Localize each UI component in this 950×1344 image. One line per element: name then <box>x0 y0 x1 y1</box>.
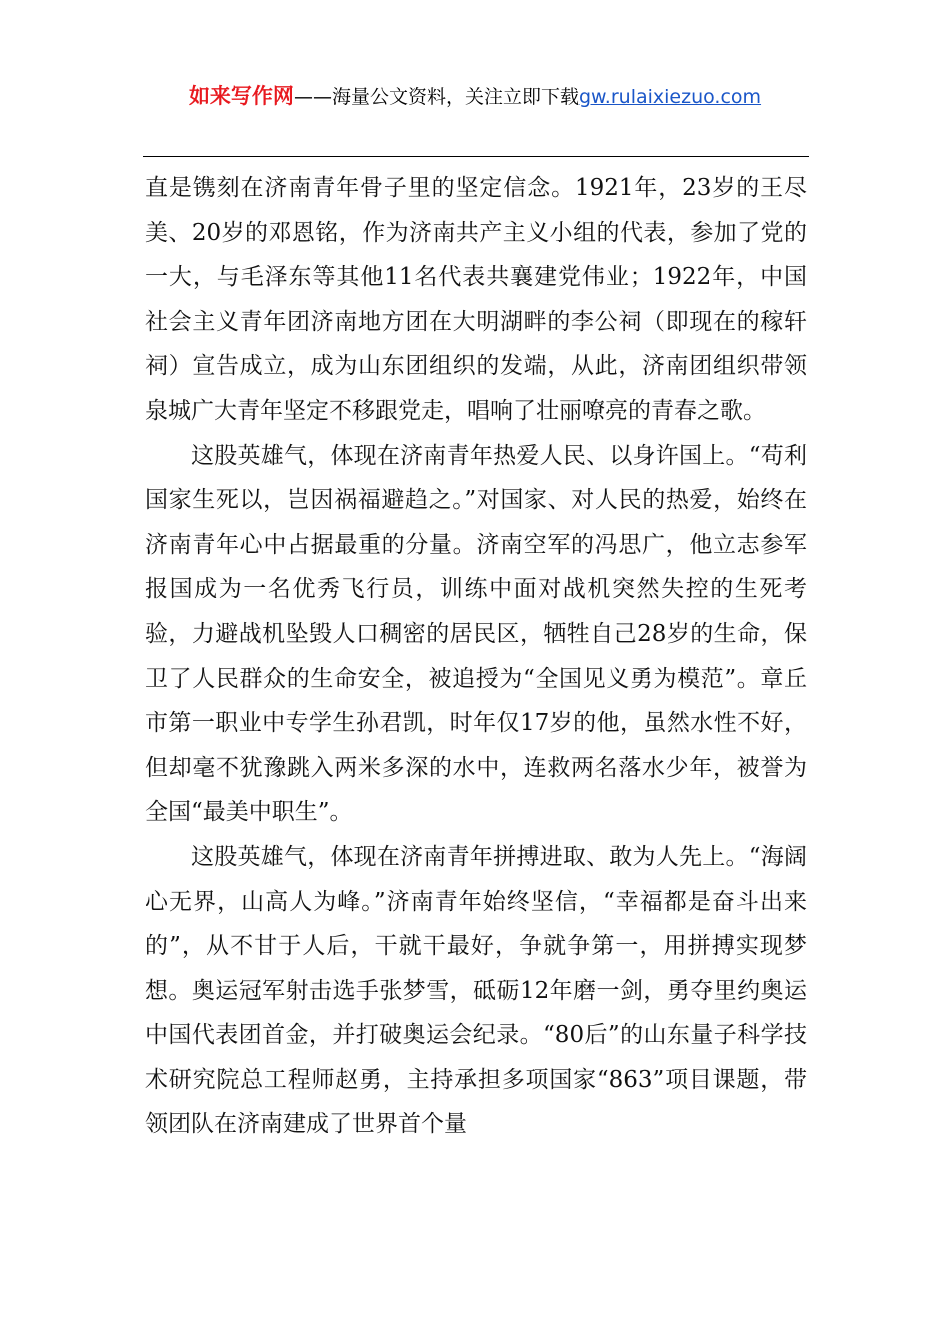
brand-name: 如来写作网 <box>188 84 294 108</box>
page-header <box>0 80 950 113</box>
paragraph: 这股英雄气，体现在济南青年热爱人民、以身许国上。“苟利国家生死以，岂因祸福避趋之。”对国家、对人民的热爱，始终在济南青年心中占据最重的分量。济南空军的冯思广，他立志参军报国成为一名优秀飞行员，训练中面对战机突然失控的生死考验，力避战机坠毁人口稠密的居民区，牺牲自己28岁的生命，保卫了人民群众的生命安全，被追授为“全国见义勇为模范”。章丘市第一职业中专学生孙君凯，时年仅17岁的他，虽然水性不好，但却毫不犹豫跳入两米多深的水中，连救两名落水少年，被誉为全国“最美中职生”。 <box>145 442 807 826</box>
header-divider <box>143 156 809 157</box>
paragraph-continued: 直是镌刻在济南青年骨子里的坚定信念。1921年，23岁的王尽美、20岁的邓恩铭，作为济南共产主义小组的代表，参加了党的一大，与毛泽东等其他11名代表共襄建党伟业；1922年，中国社会主义青年团济南地方团在大明湖畔的李公祠（即现在的稼轩祠）宣告成立，成为山东团组织的发端，从此，济南团组织带领泉城广大青年坚定不移跟党走，唱响了壮丽嘹亮的青春之歌。 <box>145 175 807 424</box>
article-body <box>145 166 807 1147</box>
site-url-link[interactable]: gw.rulaixiezuo.com <box>578 86 762 108</box>
paragraph: 这股英雄气，体现在济南青年拼搏进取、敢为人先上。“海阔心无界，山高人为峰。”济南青年始终坚信，“幸福都是奋斗出来的”，从不甘于人后，干就干最好，争就争第一，用拼搏实现梦想。奥运冠军射击选手张梦雪，砥砺12年磨一剑，勇夺里约奥运中国代表团首金，并打破奥运会纪录。“80后”的山东量子科学技术研究院总工程师赵勇，主持承担多项国家“863”项目课题，带领团队在济南建成了世界首个量 <box>145 843 807 1138</box>
header-tagline: ——海量公文资料，关注立即下载 <box>293 86 579 108</box>
